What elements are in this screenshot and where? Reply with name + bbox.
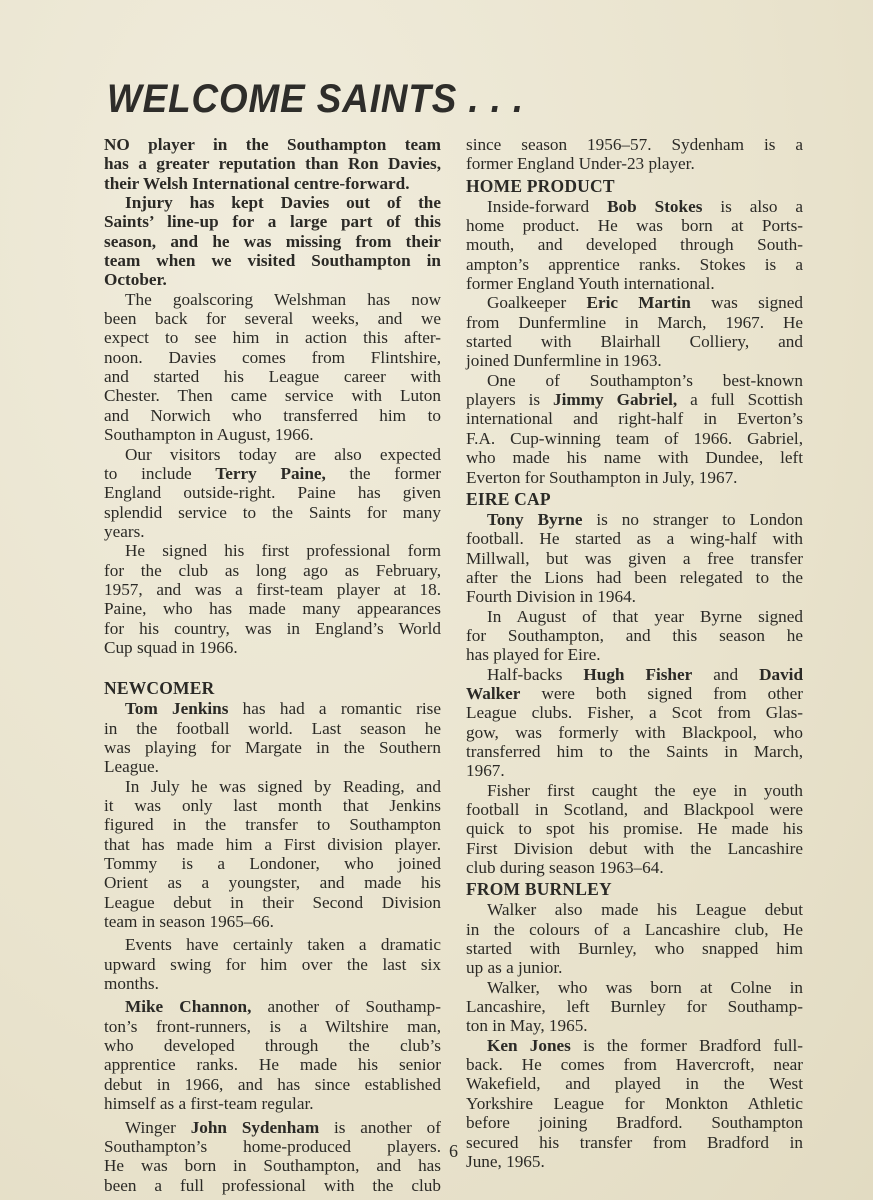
section-heading-eire-cap: EIRE CAP — [466, 488, 551, 509]
text-line: in the colours of a Lancashire club, He — [466, 919, 803, 939]
text-line — [466, 197, 803, 216]
text-line: F.A. Cup-winning team of 1966. Gabriel, — [466, 428, 803, 448]
player-name: Eric Martin — [586, 293, 691, 313]
left-column — [104, 135, 441, 1195]
text-line: June, 1965. — [466, 1151, 545, 1171]
text-line: Millwall, but was given a free transfer — [466, 548, 803, 568]
text-line — [466, 390, 803, 409]
text-line: years. — [104, 521, 145, 541]
text-line: One of Southampton’s best-known — [487, 370, 803, 390]
text-line — [466, 510, 803, 529]
text-line: started with Blairhall Colliery, and — [466, 332, 803, 352]
text-line: back. He comes from Havercroft, near — [466, 1055, 803, 1075]
text-line — [466, 293, 803, 312]
intro-line: has a greater reputation than Ron Davies, — [104, 154, 441, 174]
section-heading-home-product: HOME PRODUCT — [466, 175, 615, 196]
player-name: Ken Jones — [487, 1035, 571, 1055]
text-line: team in season 1965–66. — [104, 912, 274, 932]
text-run: the former — [325, 463, 442, 483]
text-run: was signed — [690, 293, 803, 313]
text-run: is no stranger to London — [582, 509, 803, 529]
text-line: Walker also made his League debut — [487, 900, 803, 920]
section-heading-from-burnley: FROM BURNLEY — [466, 879, 612, 900]
text-line: transferred him to the Saints in March, — [466, 741, 803, 761]
text-run: and — [692, 664, 760, 684]
text-line: Everton for Southampton in July, 1967. — [466, 467, 738, 487]
player-name: Mike Channon, — [125, 997, 252, 1017]
player-name: Bob Stokes — [607, 196, 703, 216]
text-line: for his country, was in England’s World — [104, 618, 441, 638]
text-line: Tommy is a Londoner, who joined — [104, 854, 441, 874]
text-line: mouth, and developed through South- — [466, 235, 803, 255]
text-line — [466, 1036, 803, 1055]
text-line: joined Dunfermline in 1963. — [466, 351, 662, 371]
text-run: Goalkeeper — [487, 293, 587, 313]
text-run: Winger — [125, 1117, 191, 1137]
text-line: splendid service to the Saints for many — [104, 502, 441, 522]
intro-line: NO player in the Southampton team — [104, 135, 441, 154]
text-line: Lancashire, left Burnley for Southamp- — [466, 997, 803, 1017]
text-line: club during season 1963–64. — [466, 858, 664, 878]
text-line: In July he was signed by Reading, and — [125, 776, 441, 796]
text-line: Chester. Then came service with Luton — [104, 386, 441, 406]
text-line: secured his transfer from Bradford in — [466, 1132, 803, 1152]
player-name: Terry Paine, — [215, 463, 326, 483]
text-line: League. — [104, 757, 159, 777]
text-line: months. — [104, 974, 159, 994]
text-run: has had a romantic rise — [228, 699, 441, 719]
spacer — [104, 657, 441, 676]
text-line: Cup squad in 1966. — [104, 637, 238, 657]
player-name: Walker — [466, 683, 521, 703]
text-line: ampton’s apprentice ranks. Stokes is a — [466, 254, 803, 274]
text-line: Paine, who has made many appearances — [104, 599, 441, 619]
text-line: for the club as long ago as February, — [104, 560, 441, 580]
page-number: 6 — [449, 1141, 458, 1161]
text-line — [104, 1118, 441, 1137]
text-line: League debut in their Second Division — [104, 892, 441, 912]
text-run: is also a — [702, 196, 803, 216]
text-line: since season 1956–57. Sydenham is a — [466, 135, 803, 154]
text-line: Yorkshire League for Monkton Athletic — [466, 1093, 803, 1113]
text-line: from Dunfermline in March, 1967. He — [466, 312, 803, 332]
text-line: was playing for Margate in the Southern — [104, 737, 441, 757]
text-line: up as a junior. — [466, 958, 563, 978]
text-line: He was born in Southampton, and has — [104, 1156, 441, 1176]
text-line: it was only last month that Jenkins — [104, 796, 441, 815]
text-line: team when we visited Southampton in — [104, 251, 441, 271]
text-line: season, and he was missing from their — [104, 231, 441, 251]
text-run: Half-backs — [487, 664, 584, 684]
text-line: ton in May, 1965. — [466, 1016, 588, 1036]
text-line: gow, was formerly with Blackpool, who — [466, 722, 803, 742]
text-line: England outside-right. Paine has given — [104, 483, 441, 503]
text-line: In August of that year Byrne signed — [487, 606, 803, 626]
text-line: who made his name with Dundee, left — [466, 448, 803, 468]
player-name: David — [759, 664, 803, 684]
text-line: First Division debut with the Lancashire — [466, 838, 803, 858]
text-run: another of Southamp- — [251, 997, 441, 1017]
text-line: The goalscoring Welshman has now — [125, 289, 441, 309]
text-line: has played for Eire. — [466, 645, 601, 665]
text-line: in the football world. Last season he — [104, 718, 441, 738]
text-line — [466, 665, 803, 684]
text-line: Events have certainly taken a dramatic — [125, 935, 441, 955]
text-line: Our visitors today are also expected — [125, 444, 441, 464]
text-line: Southampton’s home-produced players. — [104, 1136, 441, 1156]
text-line: been back for several weeks, and we — [104, 309, 441, 329]
text-line: 1967. — [466, 761, 505, 781]
text-run: is another of — [319, 1117, 441, 1137]
text-line: apprentice ranks. He made his senior — [104, 1055, 441, 1075]
text-run: Inside-forward — [487, 196, 608, 216]
player-name: Hugh Fisher — [583, 664, 693, 684]
text-line: Orient as a youngster, and made his — [104, 873, 441, 893]
text-line: Southampton in August, 1966. — [104, 425, 314, 445]
text-run: were both signed from other — [520, 683, 803, 703]
text-line — [104, 699, 441, 718]
text-line: home product. He was born at Ports- — [466, 216, 803, 236]
right-column — [466, 135, 803, 1171]
text-line: for Southampton, and this season he — [466, 625, 803, 645]
text-line: football. He started as a wing-half with — [466, 529, 803, 549]
text-line: former England Youth international. — [466, 274, 715, 294]
text-line: noon. Davies comes from Flintshire, — [104, 347, 441, 367]
text-line: that has made him a First division player. — [104, 834, 441, 854]
text-line: expect to see him in action this after- — [104, 328, 441, 348]
text-run: to include — [104, 463, 216, 483]
text-run: is the former Bradford full- — [570, 1035, 803, 1055]
text-line: who developed through the club’s — [104, 1036, 441, 1056]
text-line: Fisher first caught the eye in youth — [487, 780, 803, 800]
player-name: John Sydenham — [190, 1117, 320, 1137]
text-line: after the Lions had been relegated to the — [466, 567, 803, 587]
text-line: Wakefield, and played in the West — [466, 1074, 803, 1094]
text-line: ton’s front-runners, is a Wiltshire man, — [104, 1016, 441, 1036]
text-line: himself as a first-team regular. — [104, 1094, 314, 1114]
text-line — [466, 684, 803, 703]
text-line: and Norwich who transferred him to — [104, 405, 441, 425]
text-line: Injury has kept Davies out of the — [125, 193, 441, 213]
text-line: and started his League career with — [104, 367, 441, 387]
text-line: October. — [104, 270, 167, 290]
text-line: football in Scotland, and Blackpool were — [466, 800, 803, 819]
text-line: been a full professional with the club — [104, 1175, 441, 1195]
text-line: international and right-half in Everton’s — [466, 409, 803, 429]
text-line: former England Under-23 player. — [466, 154, 695, 174]
text-line: 1957, and was a first-team player at 18. — [104, 579, 441, 599]
page-title: WELCOME SAINTS . . . — [107, 77, 525, 121]
text-line: figured in the transfer to Southampton — [104, 815, 441, 835]
intro-line: their Welsh International centre-forward. — [104, 173, 410, 193]
section-heading-newcomer: NEWCOMER — [104, 678, 215, 699]
text-line: Saints’ line-up for a large part of this — [104, 212, 441, 232]
text-run: players is — [466, 390, 554, 410]
text-line — [104, 997, 441, 1016]
text-line: Fourth Division in 1964. — [466, 587, 636, 607]
text-line: League clubs. Fisher, a Scot from Glas- — [466, 703, 803, 723]
text-line: Walker, who was born at Colne in — [487, 977, 803, 997]
text-line: upward swing for him over the last six — [104, 954, 441, 974]
text-line: before joining Bradford. Southampton — [466, 1113, 803, 1133]
text-run: a full Scottish — [677, 390, 803, 410]
text-line: He signed his first professional form — [125, 541, 441, 561]
text-line: quick to spot his promise. He made his — [466, 819, 803, 839]
player-name: Tom Jenkins — [125, 699, 229, 719]
text-line: started with Burnley, who snapped him — [466, 939, 803, 959]
text-line: debut in 1966, and has since established — [104, 1074, 441, 1094]
player-name: Tony Byrne — [487, 509, 583, 529]
player-name: Jimmy Gabriel, — [553, 390, 678, 410]
text-line — [104, 464, 441, 483]
